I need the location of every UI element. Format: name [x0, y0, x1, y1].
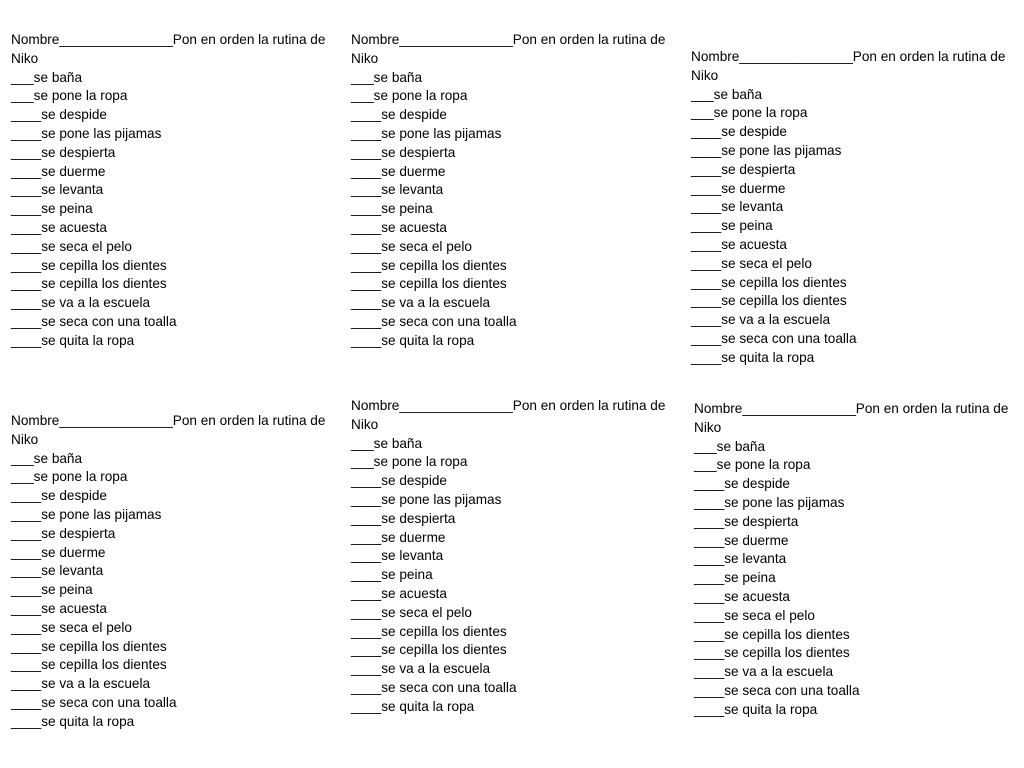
list-item: ____se despierta [11, 525, 116, 541]
list-item: ____se acuesta [11, 600, 107, 616]
list-item: ____se peina [351, 567, 433, 583]
list-item: ____se pone las pijamas [11, 506, 162, 522]
list-item: ____se levanta [11, 182, 104, 198]
list-item: ____se seca el pelo [351, 238, 472, 254]
worksheet-header: Nombre_______________Pon en orden la rutina de Niko [691, 49, 1006, 83]
list-item: ____se cepilla los dientes [694, 645, 850, 661]
list-item: ____se pone las pijamas [691, 142, 842, 158]
list-item: ____se despierta [691, 161, 796, 177]
list-item: ____se cepilla los dientes [691, 293, 847, 309]
list-item: ____se levanta [694, 551, 787, 567]
list-item: ____se cepilla los dientes [11, 257, 167, 273]
list-item: ____se cepilla los dientes [694, 626, 850, 642]
list-item: ____se pone las pijamas [694, 494, 845, 510]
list-item: ____se va a la escuela [11, 295, 151, 311]
list-item: ____se peina [691, 218, 773, 234]
list-item: ____se duerme [11, 163, 106, 179]
list-item: ____se seca con una toalla [691, 330, 857, 346]
list-item: ____se cepilla los dientes [351, 257, 507, 273]
list-item: ____se acuesta [11, 219, 107, 235]
worksheet-2 [351, 31, 671, 351]
list-item: ____se peina [694, 570, 776, 586]
list-item: ___se pone la ropa [691, 105, 808, 121]
list-item: ____se seca con una toalla [11, 313, 177, 329]
list-item: ____se seca con una toalla [11, 694, 177, 710]
list-item: ____se despierta [11, 144, 116, 160]
list-item: ___se baña [11, 69, 83, 85]
list-item: ____se despierta [351, 144, 456, 160]
list-item: ___se baña [691, 86, 763, 102]
list-item: ____se pone las pijamas [351, 491, 502, 507]
list-item: ____se duerme [351, 529, 446, 545]
list-item: ____se va a la escuela [351, 661, 491, 677]
list-item: ___se pone la ropa [351, 88, 468, 104]
list-item: ____se duerme [11, 544, 106, 560]
list-item: ____se duerme [691, 180, 786, 196]
list-item: ____se levanta [351, 182, 444, 198]
list-item: ____se peina [11, 582, 93, 598]
list-item: ____se seca el pelo [351, 604, 472, 620]
worksheet-header: Nombre_______________Pon en orden la rutina de Niko [351, 32, 666, 66]
list-item: ____se quita la ropa [694, 701, 818, 717]
list-item: ____se acuesta [694, 588, 790, 604]
list-item: ____se pone las pijamas [11, 125, 162, 141]
list-item: ____se cepilla los dientes [11, 638, 167, 654]
list-item: ____se quita la ropa [11, 332, 135, 348]
list-item: ____se cepilla los dientes [351, 276, 507, 292]
list-item: ____se cepilla los dientes [11, 657, 167, 673]
list-item: ____se acuesta [351, 219, 447, 235]
list-item: ___se pone la ropa [351, 454, 468, 470]
list-item: ___se baña [351, 435, 423, 451]
list-item: ____se acuesta [691, 236, 787, 252]
list-item: ____se seca el pelo [694, 607, 815, 623]
list-item: ____se va a la escuela [351, 295, 491, 311]
list-item: ____se acuesta [351, 585, 447, 601]
list-item: ____se va a la escuela [691, 312, 831, 328]
worksheet-1 [11, 31, 331, 351]
list-item: ____se seca el pelo [11, 619, 132, 635]
list-item: ____se despide [11, 488, 107, 504]
list-item: ____se cepilla los dientes [351, 623, 507, 639]
list-item: ____se cepilla los dientes [11, 276, 167, 292]
worksheet-header: Nombre_______________Pon en orden la rutina de Niko [694, 401, 1009, 435]
list-item: ____se duerme [351, 163, 446, 179]
list-item: ____se quita la ropa [11, 713, 135, 729]
list-item: ____se peina [11, 201, 93, 217]
list-item: ____se cepilla los dientes [351, 642, 507, 658]
worksheet-5 [351, 397, 671, 717]
worksheet-header: Nombre_______________Pon en orden la rutina de Niko [351, 398, 666, 432]
list-item: ____se levanta [351, 548, 444, 564]
worksheet-6 [694, 400, 1014, 720]
list-item: ____se duerme [694, 532, 789, 548]
list-item: ___se pone la ropa [11, 88, 128, 104]
list-item: ____se cepilla los dientes [691, 274, 847, 290]
list-item: ____se va a la escuela [11, 676, 151, 692]
list-item: ____se despierta [351, 510, 456, 526]
list-item: ____se seca el pelo [691, 255, 812, 271]
worksheet-header: Nombre_______________Pon en orden la rutina de Niko [11, 32, 326, 66]
list-item: ____se despierta [694, 513, 799, 529]
list-item: ____se despide [691, 124, 787, 140]
list-item: ___se baña [11, 450, 83, 466]
list-item: ____se quita la ropa [351, 698, 475, 714]
list-item: ____se pone las pijamas [351, 125, 502, 141]
list-item: ____se seca el pelo [11, 238, 132, 254]
list-item: ____se levanta [691, 199, 784, 215]
list-item: ____se despide [351, 473, 447, 489]
list-item: ____se despide [11, 107, 107, 123]
list-item: ____se levanta [11, 563, 104, 579]
list-item: ____se despide [694, 476, 790, 492]
list-item: ____se va a la escuela [694, 664, 834, 680]
list-item: ____se quita la ropa [351, 332, 475, 348]
worksheet-4 [11, 412, 331, 732]
list-item: ___se pone la ropa [694, 457, 811, 473]
list-item: ____se seca con una toalla [694, 682, 860, 698]
list-item: ___se pone la ropa [11, 469, 128, 485]
list-item: ___se baña [694, 438, 766, 454]
list-item: ____se quita la ropa [691, 349, 815, 365]
list-item: ____se peina [351, 201, 433, 217]
list-item: ____se seca con una toalla [351, 313, 517, 329]
list-item: ___se baña [351, 69, 423, 85]
worksheet-3 [691, 48, 1011, 368]
list-item: ____se seca con una toalla [351, 679, 517, 695]
list-item: ____se despide [351, 107, 447, 123]
worksheet-header: Nombre_______________Pon en orden la rutina de Niko [11, 413, 326, 447]
